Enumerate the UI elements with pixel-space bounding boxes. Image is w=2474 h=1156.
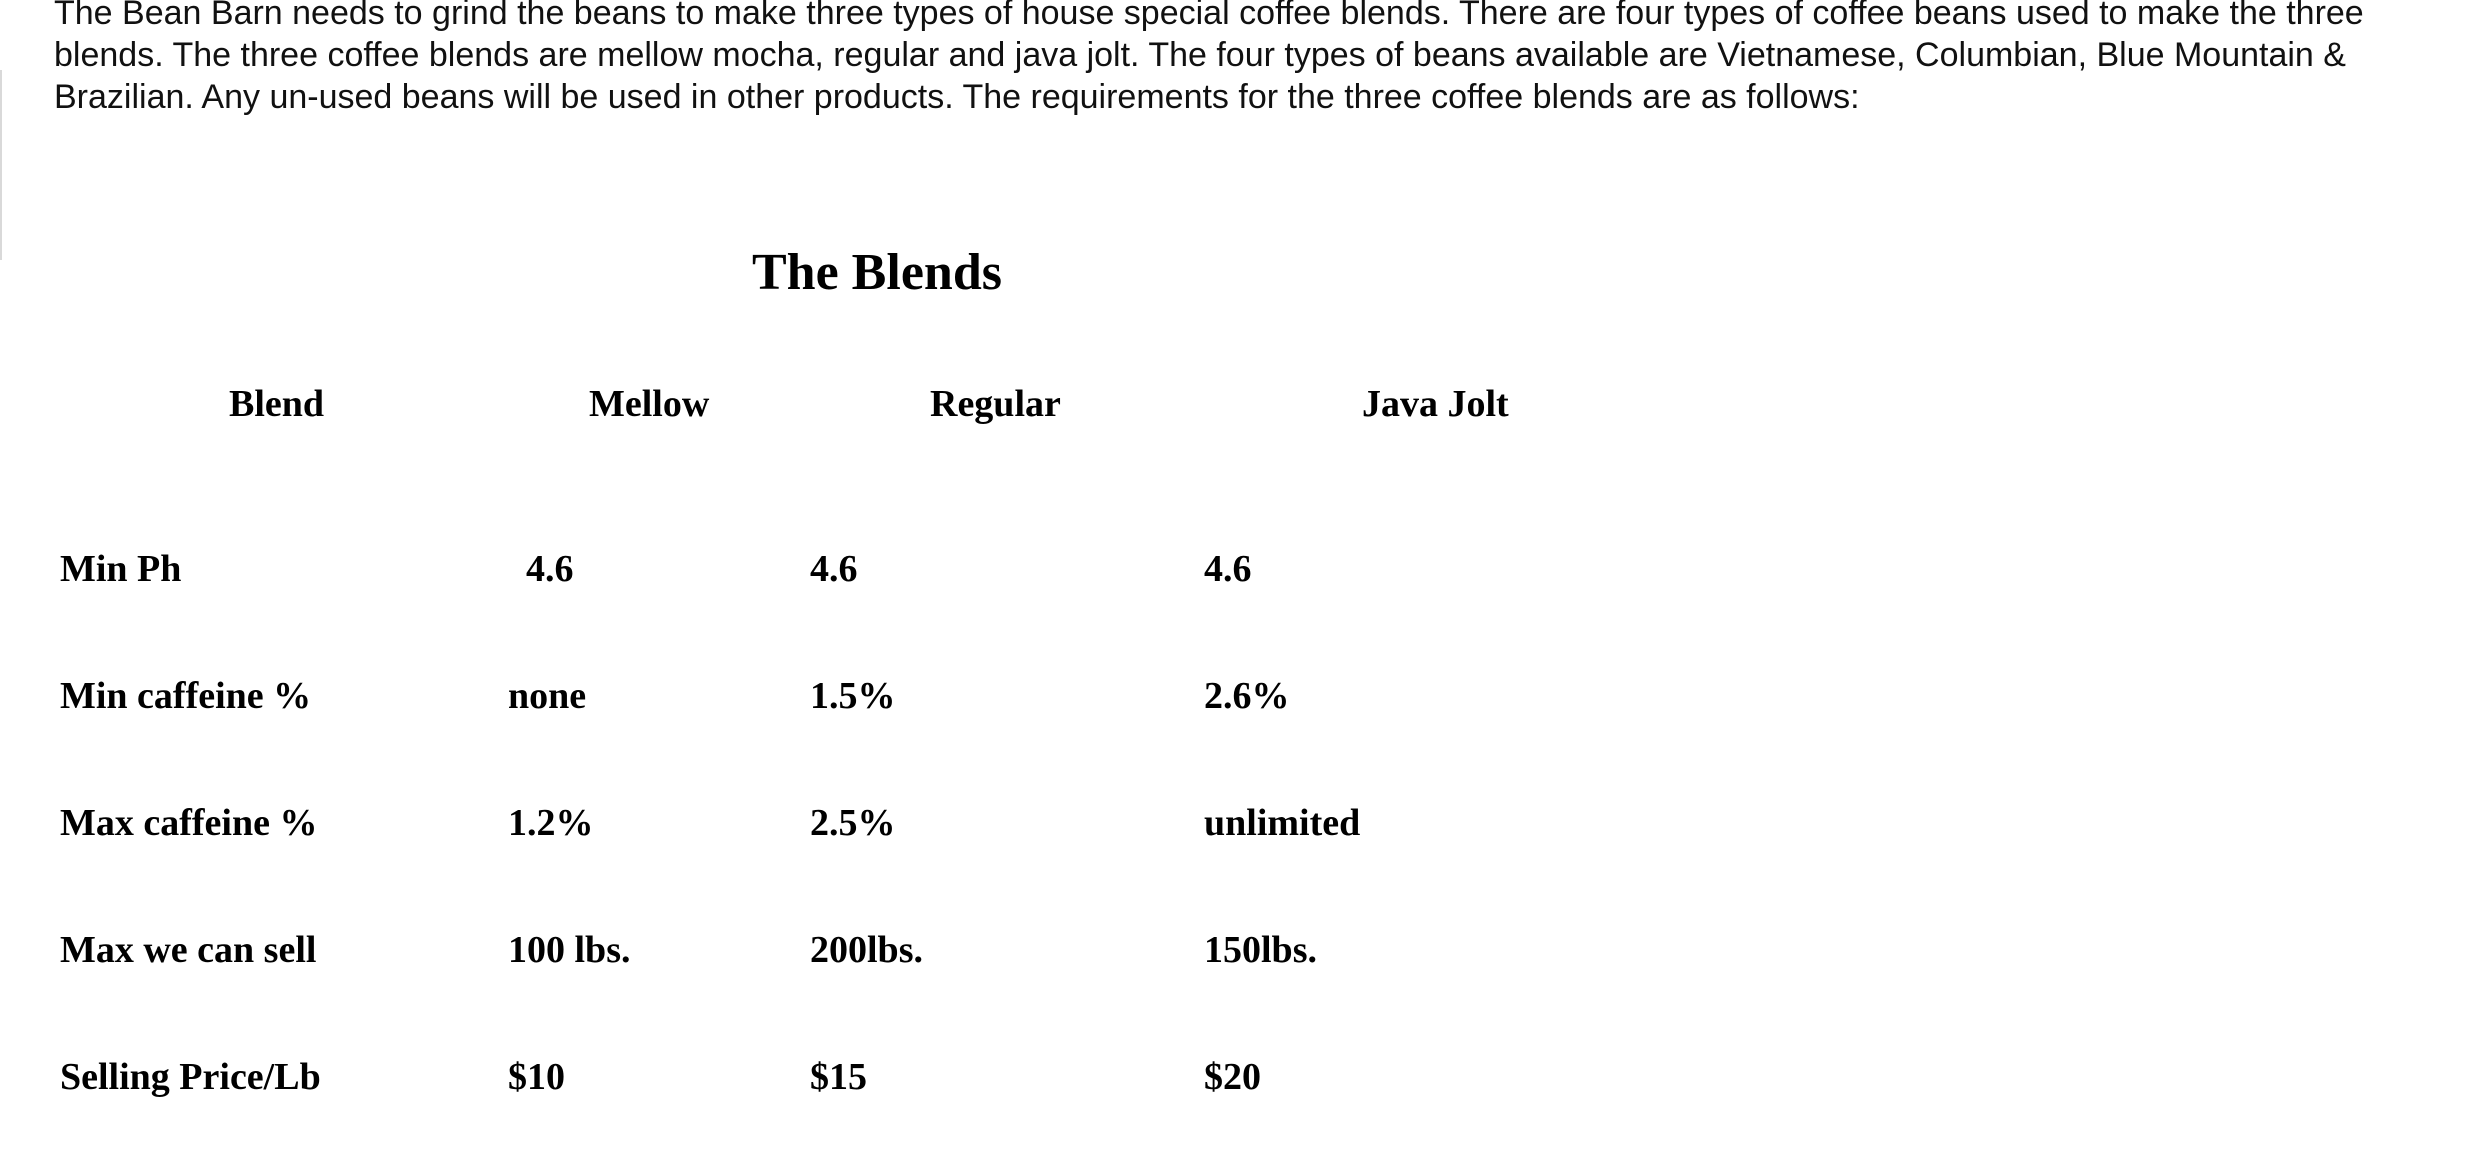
cell-price-java-jolt: $20 (1204, 1056, 1261, 1098)
cell-min-ph-mellow: 4.6 (526, 548, 574, 590)
cell-price-mellow: $10 (508, 1056, 565, 1098)
cell-min-caffeine-mellow: none (508, 675, 587, 717)
cell-max-caffeine-regular: 2.5% (810, 802, 896, 844)
cell-max-caffeine-mellow: 1.2% (508, 802, 594, 844)
cell-min-caffeine-java-jolt: 2.6% (1204, 675, 1290, 717)
cell-min-ph-java-jolt: 4.6 (1204, 548, 1252, 590)
row-label-min-caffeine: Min caffeine % (60, 675, 312, 717)
row-label-min-ph: Min Ph (60, 548, 182, 590)
column-header-java-jolt: Java Jolt (1362, 383, 1509, 425)
column-header-blend: Blend (229, 383, 325, 425)
intro-paragraph: The Bean Barn needs to grind the beans to make three types of house special coffee blends. There are four types of coffee beans used to make the three blends. The three coffee blends are mellow mocha, regular and java jolt. The four types of beans available are Vietnamese, Columbian, Blue Mountain & Brazilian. Any un-used beans will be used in other products. The requirements for the three coffee blends are as follows: (54, 0, 2364, 116)
row-label-max-caffeine: Max caffeine % (60, 802, 318, 844)
cell-price-regular: $15 (810, 1056, 867, 1098)
cell-max-sell-regular: 200lbs. (810, 929, 923, 971)
cell-max-sell-java-jolt: 150lbs. (1204, 929, 1317, 971)
cell-min-caffeine-regular: 1.5% (810, 675, 896, 717)
cell-max-caffeine-java-jolt: unlimited (1204, 802, 1361, 844)
column-header-mellow: Mellow (589, 383, 710, 425)
cell-min-ph-regular: 4.6 (810, 548, 858, 590)
left-border-line (0, 70, 2, 260)
cell-max-sell-mellow: 100 lbs. (508, 929, 631, 971)
blends-heading: The Blends (752, 244, 1002, 301)
row-label-selling-price: Selling Price/Lb (60, 1056, 321, 1098)
column-header-regular: Regular (930, 383, 1061, 425)
row-label-max-we-can-sell: Max we can sell (60, 929, 317, 971)
